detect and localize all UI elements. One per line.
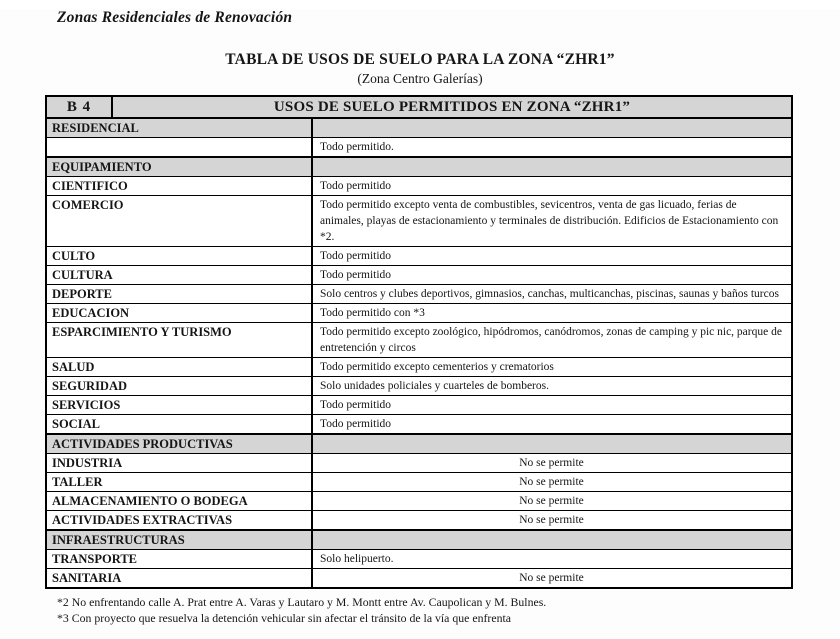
category-cell: SOCIAL (47, 415, 313, 433)
category-cell: INFRAESTRUCTURAS (47, 531, 313, 549)
section-heading: Zonas Residenciales de Renovación (57, 9, 293, 26)
table-body (47, 119, 791, 587)
category-cell: TALLER (47, 473, 313, 491)
table-row (47, 453, 791, 472)
detail-cell (313, 119, 791, 137)
table-title: TABLA DE USOS DE SUELO PARA LA ZONA “ZHR1” (225, 51, 615, 68)
detail-cell (313, 435, 791, 453)
detail-cell: No se permite (519, 476, 584, 488)
document-page (0, 9, 840, 639)
detail-cell: Todo permitido (320, 250, 392, 262)
table-row (47, 195, 791, 246)
category-cell: DEPORTE (47, 285, 313, 303)
table-section-row (47, 433, 791, 453)
category-cell: COMERCIO (47, 196, 313, 246)
category-cell: SALUD (47, 358, 313, 376)
detail-cell: Todo permitido (320, 180, 392, 192)
detail-cell: Todo permitido. (320, 141, 394, 153)
table-row (47, 284, 791, 303)
category-cell (47, 138, 313, 156)
table-section-row (47, 529, 791, 549)
table-row (47, 472, 791, 491)
table-row (47, 395, 791, 414)
detail-cell: No se permite (519, 495, 584, 507)
category-cell: RESIDENCIAL (47, 119, 313, 137)
detail-cell: Todo permitido excepto cementerios y crematorios (320, 361, 554, 373)
category-cell: SANITARIA (47, 569, 313, 587)
detail-cell (313, 158, 791, 176)
detail-cell: Todo permitido (320, 418, 392, 430)
category-cell: SEGURIDAD (47, 377, 313, 395)
footnote-line: *3 Con proyecto que resuelva la detención vehicular sin afectar el tránsito de la vía que enfrenta (57, 610, 511, 625)
table-header-title: USOS DE SUELO PERMITIDOS EN ZONA “ZHR1” (273, 99, 631, 115)
category-cell: ACTIVIDADES EXTRACTIVAS (47, 511, 313, 529)
category-cell: CULTO (47, 247, 313, 265)
detail-cell: No se permite (519, 572, 584, 584)
table-row (47, 376, 791, 395)
category-cell: CULTURA (47, 266, 313, 284)
detail-cell: Solo unidades policiales y cuarteles de bomberos. (320, 380, 549, 392)
category-cell: ESPARCIMIENTO Y TURISMO (47, 323, 313, 357)
table-header-row (47, 97, 791, 119)
detail-cell: Todo permitido con *3 (320, 307, 425, 319)
detail-cell: Solo centros y clubes deportivos, gimnasios, canchas, multicanchas, piscinas, saunas y baños turcos (320, 288, 779, 300)
table-row (47, 137, 791, 156)
detail-cell: Todo permitido (320, 399, 392, 411)
footnote-line: *2 No enfrentando calle A. Prat entre A. Varas y Lautaro y M. Montt entre Av. Caupolican y M. Bulnes. (57, 595, 547, 609)
table-row (47, 265, 791, 284)
category-cell: CIENTIFICO (47, 177, 313, 195)
table-row (47, 510, 791, 529)
table-code-cell: B 4 (47, 97, 113, 117)
table-section-row (47, 119, 791, 137)
table-row (47, 357, 791, 376)
detail-cell: No se permite (519, 514, 584, 526)
table-row (47, 414, 791, 433)
table-row (47, 176, 791, 195)
category-cell: EQUIPAMIENTO (47, 158, 313, 176)
category-cell: SERVICIOS (47, 396, 313, 414)
land-use-table (45, 95, 793, 589)
category-cell: ALMACENAMIENTO O BODEGA (47, 492, 313, 510)
table-row (47, 549, 791, 568)
detail-cell: No se permite (519, 457, 584, 469)
category-cell: TRANSPORTE (47, 550, 313, 568)
table-row (47, 322, 791, 357)
table-row (47, 303, 791, 322)
table-row (47, 568, 791, 587)
category-cell: ACTIVIDADES PRODUCTIVAS (47, 435, 313, 453)
table-subtitle: (Zona Centro Galerías) (357, 71, 483, 86)
category-cell: EDUCACION (47, 304, 313, 322)
table-row (47, 246, 791, 265)
detail-cell: Todo permitido excepto venta de combustibles, sevicentros, venta de gas licuado, ferias de animales, playas de estacionamiento y terminales de distribución. Edificios de Estacionamiento con *2. (320, 199, 779, 243)
detail-cell: Todo permitido (320, 269, 392, 281)
table-row (47, 491, 791, 510)
detail-cell: Solo helipuerto. (320, 553, 394, 565)
detail-cell: Todo permitido excepto zoológico, hipódromos, canódromos, zonas de camping y pic nic, parque de entretención y circos (320, 326, 782, 354)
table-section-row (47, 156, 791, 176)
category-cell: INDUSTRIA (47, 454, 313, 472)
detail-cell (313, 531, 791, 549)
footnotes (57, 595, 840, 626)
